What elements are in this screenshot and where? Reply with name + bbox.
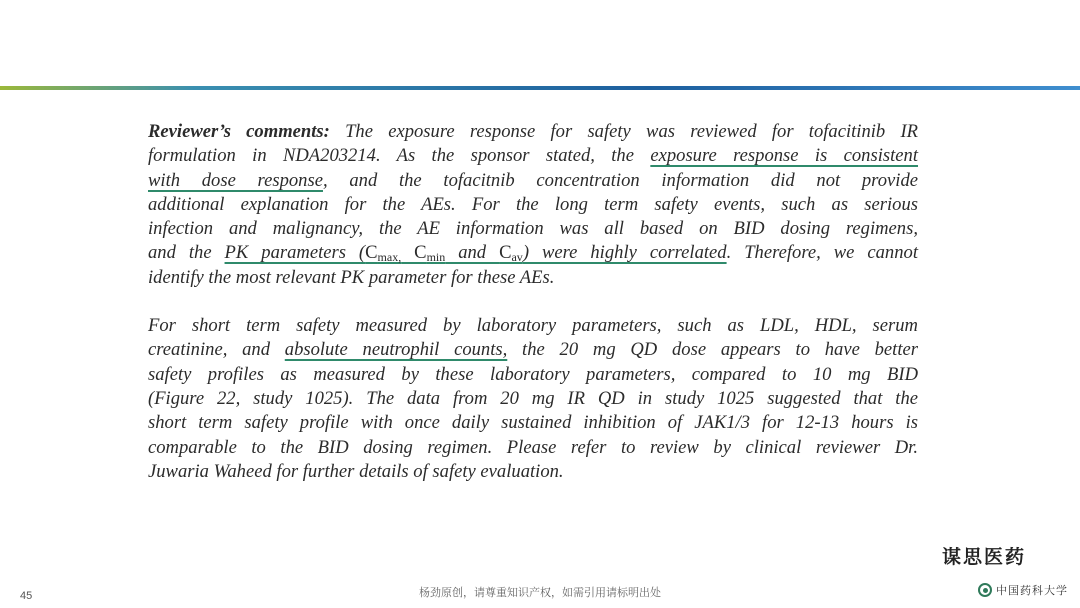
text-line bbox=[148, 387, 918, 411]
page-number: 45 bbox=[20, 590, 33, 602]
highlight-neutrophil-counts: absolute neutrophil counts, bbox=[284, 339, 508, 361]
text-line bbox=[148, 120, 918, 144]
text-segment: and the bbox=[148, 242, 225, 264]
text-line bbox=[148, 144, 918, 168]
text-segment: (Figure 22, study 1025). The data from 20 mg IR QD in study 1025 suggested that the bbox=[148, 387, 918, 409]
watermark-text: 谋思医药 bbox=[942, 546, 1027, 568]
header-accent-bar bbox=[0, 86, 1080, 90]
text-line bbox=[148, 193, 918, 217]
text-segment: formulation in NDA203214. As the sponsor stated, the bbox=[148, 145, 651, 167]
logo-emblem-icon bbox=[978, 583, 992, 597]
footer-copyright-note: 杨劲原创，请尊重知识产权，如需引用请标明出处 bbox=[419, 586, 661, 599]
text-segment: . Therefore, we cannot bbox=[726, 242, 918, 264]
logo-text: 中国药科大学 bbox=[996, 584, 1068, 597]
text-segment: additional explanation for the AEs. For the long term safety events, such as serious bbox=[148, 193, 918, 215]
subscript: av bbox=[511, 250, 523, 265]
reviewer-comments-label: Reviewer’s comments: bbox=[148, 121, 330, 142]
text-segment: The exposure response for safety was reviewed for tofacitinib IR bbox=[345, 121, 918, 142]
text-segment: infection and malignancy, the AE information was all based on BID dosing regimens, bbox=[148, 218, 918, 240]
text-segment: ) were highly correlated bbox=[522, 242, 727, 264]
subscript: max, bbox=[377, 250, 402, 265]
text-segment: For short term safety measured by laboratory parameters, such as LDL, HDL, serum bbox=[148, 315, 918, 337]
text-segment: C bbox=[365, 242, 378, 264]
text-segment: safety profiles as measured by these laboratory parameters, compared to 10 mg BID bbox=[148, 363, 918, 385]
text-line bbox=[148, 460, 918, 484]
text-line bbox=[148, 411, 918, 435]
text-segment: C bbox=[401, 242, 427, 264]
text-segment: C bbox=[499, 242, 512, 264]
text-line bbox=[148, 266, 918, 290]
text-segment: comparable to the BID dosing regimen. Please refer to review by clinical reviewer Dr. bbox=[148, 436, 918, 458]
text-segment: , and the tofacitnib concentration information did not provide bbox=[322, 169, 918, 191]
text-segment: creatinine, and bbox=[148, 339, 285, 361]
text-segment: identify the most relevant PK parameter for these AEs. bbox=[148, 266, 555, 288]
text-segment: and bbox=[445, 242, 500, 264]
text-line bbox=[148, 363, 918, 387]
text-line bbox=[148, 338, 918, 362]
text-line bbox=[148, 217, 918, 241]
highlight-exposure-response: exposure response is consistent bbox=[650, 145, 919, 167]
text-line bbox=[148, 314, 918, 338]
text-segment: the 20 mg QD dose appears to have better bbox=[507, 339, 918, 361]
text-line bbox=[148, 241, 918, 265]
highlight-pk-parameters bbox=[225, 242, 727, 263]
text-segment: short term safety profile with once daily sustained inhibition of JAK1/3 for 12-13 hours is bbox=[148, 412, 918, 434]
text-segment: Juwaria Waheed for further details of safety evaluation. bbox=[148, 460, 564, 482]
text-line bbox=[148, 436, 918, 460]
subscript: min bbox=[426, 250, 446, 265]
paragraph-gap bbox=[148, 290, 918, 314]
text-segment: PK parameters ( bbox=[224, 242, 366, 264]
reviewer-comments-document bbox=[148, 120, 918, 484]
highlight-dose-response: with dose response bbox=[148, 169, 323, 191]
text-line bbox=[148, 169, 918, 193]
university-logo bbox=[978, 582, 1068, 598]
